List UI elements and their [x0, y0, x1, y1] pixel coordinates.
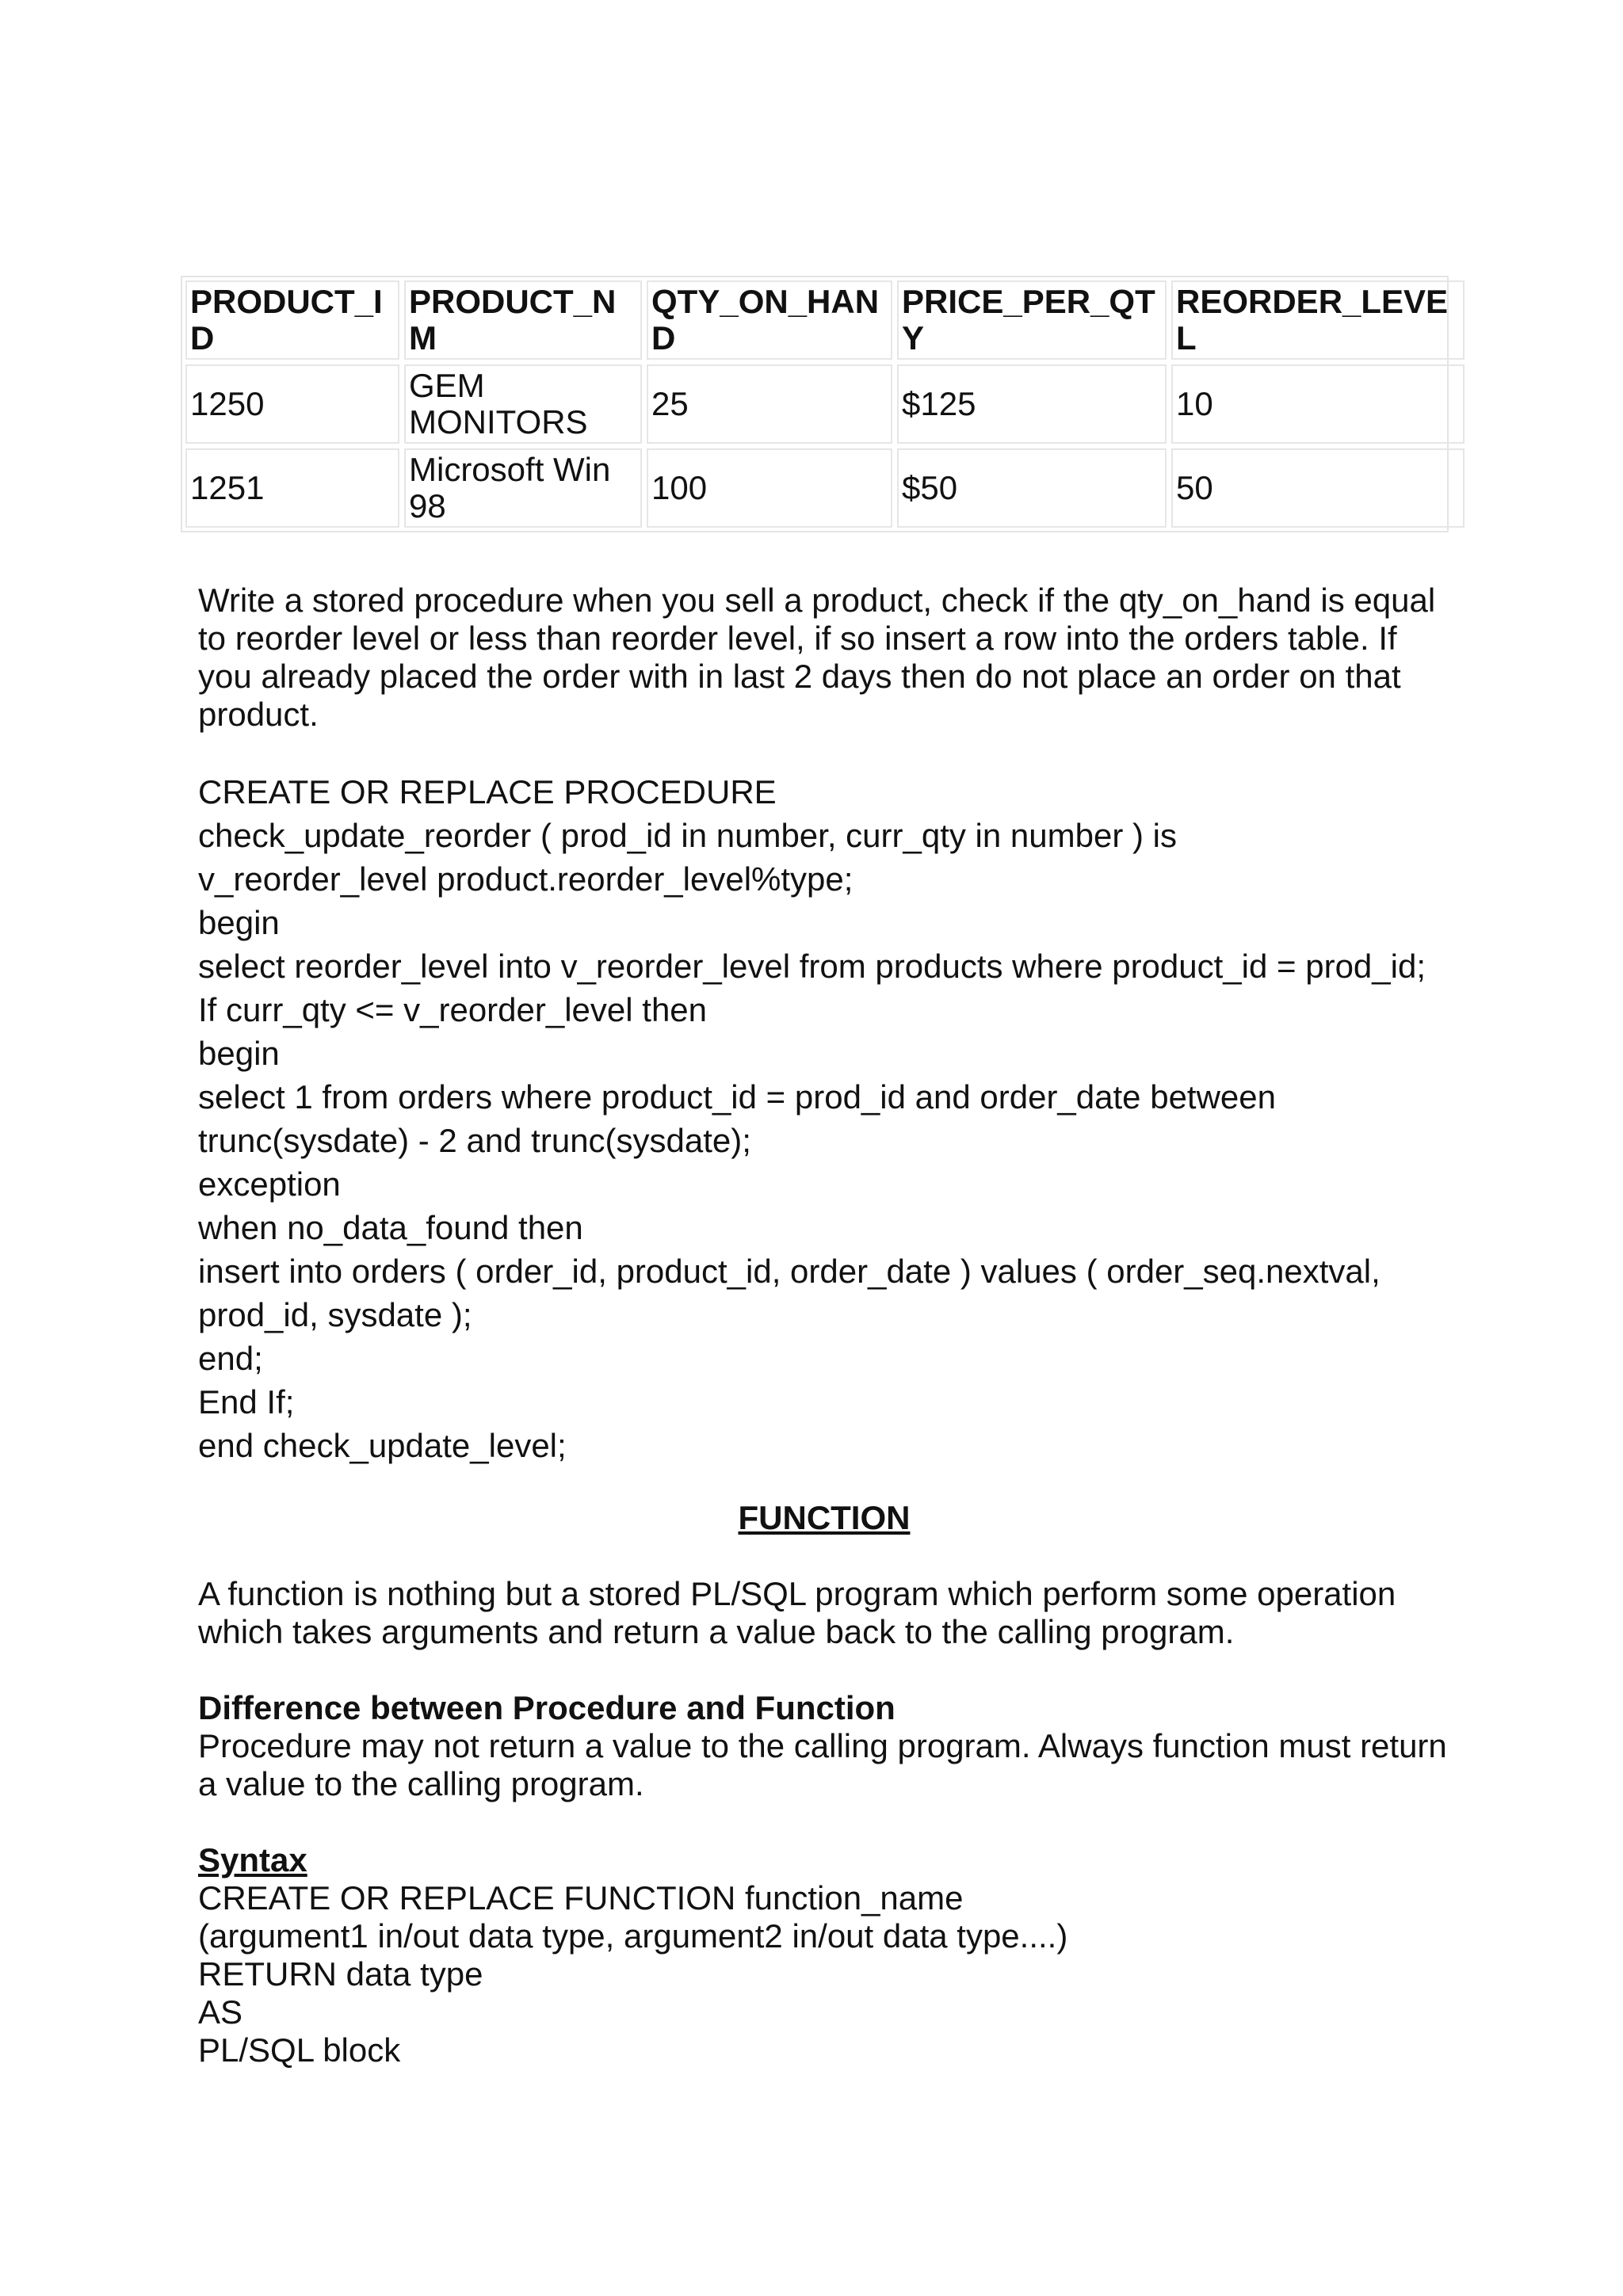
intro-section: [198, 582, 1450, 734]
function-heading: FUNCTION: [738, 1499, 911, 1536]
header-price-per-qty: PRICE_PER_QTY: [897, 280, 1167, 360]
syntax-line: PL/SQL block: [198, 2031, 401, 2069]
code-line: If curr_qty <= v_reorder_level then: [198, 991, 708, 1028]
cell-product-id: 1251: [185, 448, 399, 528]
cell-qty-on-hand: 25: [647, 364, 892, 444]
code-line: trunc(sysdate) - 2 and trunc(sysdate);: [198, 1122, 751, 1159]
code-line: begin: [198, 1035, 280, 1072]
code-line: end;: [198, 1340, 263, 1377]
cell-reorder-level: 10: [1171, 364, 1465, 444]
syntax-line: AS: [198, 1993, 243, 2031]
difference-heading: Difference between Procedure and Function: [198, 1689, 896, 1726]
syntax-heading: Syntax: [198, 1841, 307, 1878]
code-line: end check_update_level;: [198, 1427, 567, 1464]
function-section: [198, 1575, 1450, 1651]
difference-section: [198, 1689, 1450, 1803]
table-header-row: [185, 280, 1465, 360]
header-qty-on-hand: QTY_ON_HAND: [647, 280, 892, 360]
code-line: check_update_reorder ( prod_id in number, curr_qty in number ) is: [198, 817, 1177, 854]
cell-product-id: 1250: [185, 364, 399, 444]
code-line: insert into orders ( order_id, product_id, order_date ) values ( order_seq.nextval,: [198, 1253, 1381, 1290]
code-line: select 1 from orders where product_id = prod_id and order_date between: [198, 1078, 1276, 1116]
function-paragraph: A function is nothing but a stored PL/SQL program which perform some operation which takes arguments and return a value back to the calling program.: [198, 1575, 1396, 1650]
code-line: v_reorder_level product.reorder_level%type;: [198, 860, 854, 898]
cell-reorder-level: 50: [1171, 448, 1465, 528]
code-line: prod_id, sysdate );: [198, 1296, 472, 1333]
header-product-nm: PRODUCT_NM: [404, 280, 642, 360]
syntax-line: RETURN data type: [198, 1955, 483, 1993]
cell-product-nm: GEM MONITORS: [404, 364, 642, 444]
header-product-id: PRODUCT_ID: [185, 280, 399, 360]
cell-qty-on-hand: 100: [647, 448, 892, 528]
procedure-code-block: [198, 770, 1450, 1467]
table-row: [185, 364, 1465, 444]
code-line: exception: [198, 1165, 341, 1203]
code-line: select reorder_level into v_reorder_level from products where product_id = prod_id;: [198, 948, 1426, 985]
products-table-container: [181, 276, 1449, 532]
code-line: when no_data_found then: [198, 1209, 583, 1246]
difference-paragraph: Procedure may not return a value to the calling program. Always function must return a value to the calling program.: [198, 1727, 1447, 1802]
intro-paragraph: Write a stored procedure when you sell a product, check if the qty_on_hand is equal to reorder level or less than reorder level, if so insert a row into the orders table. If you already placed the order with in last 2 days then do not place an order on that product.: [198, 582, 1436, 733]
syntax-line: (argument1 in/out data type, argument2 in/out data type....): [198, 1917, 1068, 1955]
code-line: End If;: [198, 1383, 295, 1421]
cell-price-per-qty: $125: [897, 364, 1167, 444]
syntax-line: CREATE OR REPLACE FUNCTION function_name: [198, 1879, 964, 1917]
cell-price-per-qty: $50: [897, 448, 1167, 528]
code-line: CREATE OR REPLACE PROCEDURE: [198, 773, 777, 810]
header-reorder-level: REORDER_LEVEL: [1171, 280, 1465, 360]
code-line: begin: [198, 904, 280, 941]
cell-product-nm: Microsoft Win 98: [404, 448, 642, 528]
products-table: [181, 276, 1469, 532]
table-row: [185, 448, 1465, 528]
syntax-section: [198, 1841, 1450, 2069]
